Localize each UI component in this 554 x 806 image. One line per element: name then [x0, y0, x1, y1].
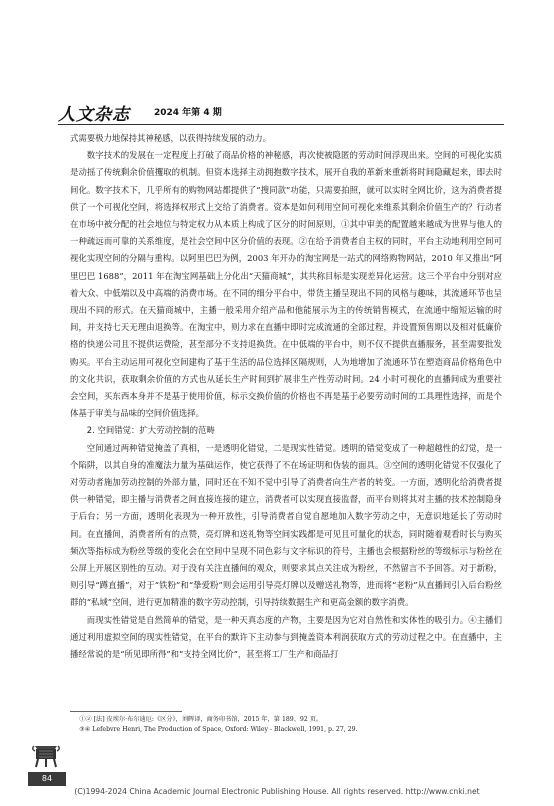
paragraph: 而现实性错觉是自然简单的错觉，是一种天真态度的产物，主要是因为它对自然性和实体性的吸引力。④主播们通过利用虚拟空间的现实性错觉，在平台的默许下主动参与到掩盖资本利润获取方式的劳动过程之中。在直播中，主播经常说的是“所见即所得”和“支持全网比价”，甚至将工厂生产和商品打	[70, 614, 502, 660]
article-body	[70, 130, 502, 663]
running-header	[58, 100, 504, 125]
paragraph: 空间通过两种错觉掩盖了真相，一是透明化错觉，二是现实性错觉。透明的错觉变成了一种超越性的幻觉，是一个陷阱，以其自身的准魔法力量为基础运作，使它获得了不在场证明和伪装的面具。③空间的透明化错觉不仅强化了对劳动者施加劳动控制的外部力量，同时还在不知不觉中引导了消费者向生产者的转变。一方面，透明化给消费者提供一种错觉，即主播与消费者之间直接连接的建立，消费者可以实现直接监督，而平台则将其对主播的技术控制隐身于后台；另一方面，透明化表现为一种开放性，引导消费者自觉自愿地加入数字劳动之中，无意识地延长了劳动时间。在直播间，消费者所有的点赞，亮灯牌和送礼物等空间实践都是可见且可量化的状态，同时随着观看时长与购买频次等指标成为粉丝等级的变化会在空间中呈现不同色彩与文字标识的符号，主播也会根据粉丝的等级标示与粉丝在公屏上开展区别性的互动。对于没有关注直播间的观众，则要求其点关注成为粉丝，不然留言不予回答。对于新粉，则引导“蹲直播”，对于“铁粉”和“挚爱粉”则会运用引导亮灯牌以及赠送礼物等，进而将“老粉”从直播间引入后台粉丝群的“私域”空间，进行更加精准的数字劳动控制，引导持续数据生产和更高金额的数字消费。	[70, 442, 502, 608]
section-heading: 2. 空间错觉：扩大劳动控制的范畴	[86, 425, 215, 436]
issue-label: 2024 年第 4 期	[154, 108, 222, 118]
page-number: 84	[28, 772, 66, 786]
header-divider	[58, 124, 504, 125]
footnote: ①② [法] 皮埃尔·布尔迪厄:《区分》，刘晖译，商务印书馆，2015 年，第 189、92 页。	[79, 716, 323, 723]
footnote: ③④ Lefebvre Henri, The Production of Space, Oxford: Wiley - Blackwell, 1991, p. 27, 29.	[79, 726, 358, 733]
journal-title: 人文杂志	[58, 105, 130, 125]
footnote-divider	[70, 711, 182, 712]
bronze-vessel-ornament	[30, 737, 62, 769]
copyright-footer: (C)1994-2024 China Academic Journal Electronic Publishing House. All rights reserved. http://www.cnki.net	[74, 787, 480, 796]
footnotes	[70, 715, 502, 735]
paragraph: 数字技术的发展在一定程度上打破了商品价格的神秘感，再次使被隐匿的劳动时间浮现出来。空间的可视化实质是动摇了传统剩余价值攫取的机制。但资本选择主动拥抱数字技术，展开自我的革新来重新将时间隐藏起来，即去时间化。数字技术下，几乎所有的购物网站都提供了“搜同款”功能，只需要拍照，就可以实时全网比价，这为消费者提供了一个可视化空间，将选择权形式上交给了消费者。资本是如何利用空间可视化来维系其剩余价值生产的？行动者在市场中被分配的社会地位与特定权力从本质上构成了区分的时间原则，①其中审美的配置越来越成为世界与他人的一种疏远而可靠的关系维度，是社会空间中区分价值的表现。②在给予消费者自主权的同时，平台主动地利用空间可视化实现空间的分隔与重构。以阿里巴巴为例，2003 年开办的淘宝网是一站式的网络购物网站，2010 年又推出“阿里巴巴 1688”，2011 年在淘宝网基础上分化出“天猫商城”，其共称目标是实现差异化运营。这三个平台中分别对应着大众、中低端以及中高端的消费市场。在不同的细分平台中，带货主播呈现出不同的风格与趣味，其流通环节也呈现出不同的形式。在天猫商城中，主播一般采用介绍产品和他能展示为主的传统销售模式，在流通中缩短运输的时间，并支持七天无理由退换等。在淘宝中，则力求在直播中即时完成流通的全部过程，并设置预售期以及相对低廉价格的快递公司且不提供运费险，甚至部分不支持退换货。在中低端的平台中，则不仅不提供直播服务，甚至需要批发购买。平台主动运用可视化空间建构了基于生活的品位选择区隔规则，人为地增加了流通环节在塑造商品价格角色中的文化共识，获取剩余价值的方式也从延长生产时间到扩展非生产性劳动时间。24 小时可视化的直播间成为重要社会空间，买东西本身并不是基于使用价值，标示交换价值的价格也不再是基于必要劳动时间的工具理性选择，而是个体基于审美与品味的空间价值选择。	[70, 150, 502, 419]
paragraph: 式需要极力地保持其神秘感，以获得持续发展的动力。	[70, 133, 271, 143]
